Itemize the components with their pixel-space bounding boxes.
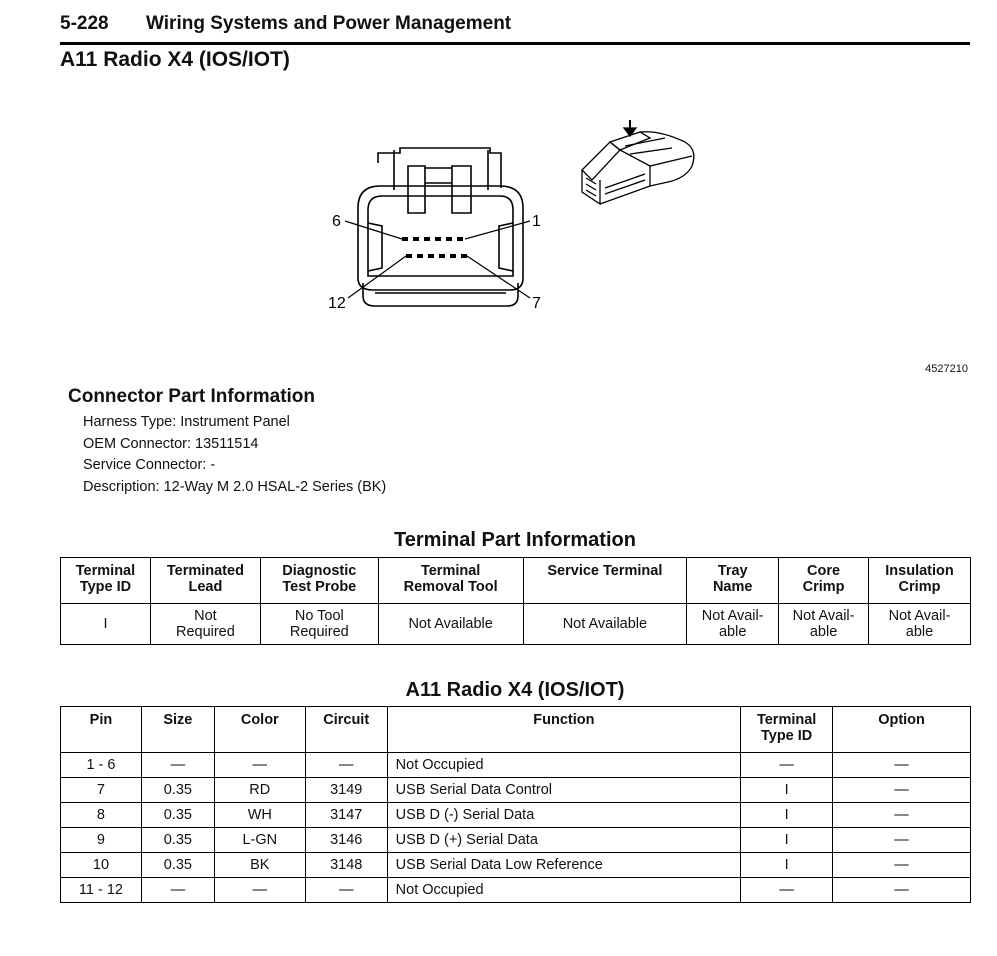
pin-table-header-row <box>61 707 971 753</box>
table-cell: I <box>741 778 833 803</box>
table-row <box>61 753 971 778</box>
table-cell <box>61 604 151 645</box>
table-row <box>61 803 971 828</box>
table-cell: USB Serial Data Control <box>387 778 740 803</box>
table-cell <box>150 604 260 645</box>
page-header <box>60 12 970 45</box>
table-cell: Not Occupied <box>387 878 740 903</box>
column-header-text: Removal Tool <box>403 579 498 595</box>
table-cell-text: Required <box>289 624 349 640</box>
table-cell: 0.35 <box>141 803 214 828</box>
table-cell: I <box>741 803 833 828</box>
table-cell <box>260 604 378 645</box>
pin-table-heading: A11 Radio X4 (IOS/IOT) <box>405 679 625 701</box>
table-cell: USB D (+) Serial Data <box>387 828 740 853</box>
column-header <box>150 558 260 604</box>
table-cell: RD <box>214 778 305 803</box>
table-cell-text: Not Avail- <box>701 608 764 624</box>
column-header-text: Circuit <box>323 712 370 728</box>
table-cell: 0.35 <box>141 828 214 853</box>
column-header-text: Pin <box>89 712 113 728</box>
table-row <box>61 828 971 853</box>
column-header <box>833 707 971 753</box>
column-header <box>61 558 151 604</box>
table-cell: I <box>741 853 833 878</box>
column-header-text: Crimp <box>898 579 941 595</box>
column-header-text: Terminal <box>756 712 817 728</box>
column-header-text: Diagnostic <box>282 563 357 579</box>
table-cell <box>779 604 869 645</box>
connector-description: Description: 12-Way M 2.0 HSAL-2 Series (BK) <box>83 479 387 496</box>
table-cell: 3148 <box>305 853 387 878</box>
column-header <box>741 707 833 753</box>
column-header-text: Type ID <box>760 728 813 744</box>
table-cell: 7 <box>61 778 142 803</box>
column-header-text: Option <box>878 712 925 728</box>
service-connector: Service Connector: - <box>83 457 216 474</box>
column-header-text: Type ID <box>79 579 132 595</box>
table-cell-text: Not <box>194 608 217 624</box>
column-header <box>214 707 305 753</box>
table-cell: 3146 <box>305 828 387 853</box>
table-cell-text: No Tool <box>294 608 344 624</box>
table-cell-text: able <box>718 624 747 640</box>
table-cell: — <box>305 878 387 903</box>
connector-info-heading: Connector Part Information <box>68 386 316 407</box>
column-header-text: Terminal <box>420 563 481 579</box>
table-cell: — <box>214 753 305 778</box>
pin-table <box>60 706 971 903</box>
column-header <box>305 707 387 753</box>
table-cell: — <box>833 878 971 903</box>
column-header <box>523 558 687 604</box>
table-cell-text: Not Avail- <box>792 608 855 624</box>
terminal-info-header-row <box>61 558 971 604</box>
table-cell: — <box>833 853 971 878</box>
table-cell <box>869 604 971 645</box>
table-cell <box>523 604 687 645</box>
column-header-text: Function <box>533 712 595 728</box>
pin-label-6: 6 <box>332 213 341 230</box>
column-header <box>61 707 142 753</box>
column-header-text: Service Terminal <box>547 563 663 579</box>
column-header-text: Name <box>712 579 753 595</box>
table-cell: BK <box>214 853 305 878</box>
table-cell: WH <box>214 803 305 828</box>
connector-drawing <box>320 108 720 318</box>
table-cell <box>378 604 523 645</box>
table-cell: — <box>305 753 387 778</box>
terminal-info-table <box>60 557 971 645</box>
page-title: A11 Radio X4 (IOS/IOT) <box>60 48 290 71</box>
pin-label-7: 7 <box>532 295 541 312</box>
table-cell: — <box>833 778 971 803</box>
pin-label-1: 1 <box>532 213 541 230</box>
column-header <box>387 707 740 753</box>
table-cell: L-GN <box>214 828 305 853</box>
table-cell-text: Not Available <box>408 616 493 632</box>
table-cell: — <box>214 878 305 903</box>
connector-isometric-view <box>582 120 694 204</box>
column-header-text: Core <box>807 563 841 579</box>
terminal-info-heading: Terminal Part Information <box>394 529 636 551</box>
connector-info-lines <box>83 412 386 499</box>
table-cell: 1 - 6 <box>61 753 142 778</box>
table-cell: — <box>833 803 971 828</box>
column-header-text: Crimp <box>802 579 845 595</box>
table-cell: Not Occupied <box>387 753 740 778</box>
column-header-text: Tray <box>717 563 748 579</box>
table-cell-text: Required <box>175 624 235 640</box>
table-row <box>61 604 971 645</box>
page-number: 5-228 <box>60 13 109 34</box>
pin-label-12: 12 <box>328 295 346 312</box>
table-cell: 3147 <box>305 803 387 828</box>
table-cell: 10 <box>61 853 142 878</box>
column-header-text: Test Probe <box>282 579 357 595</box>
oem-connector: OEM Connector: 13511514 <box>83 435 259 452</box>
column-header <box>779 558 869 604</box>
table-cell: — <box>741 753 833 778</box>
table-cell: 8 <box>61 803 142 828</box>
column-header <box>687 558 779 604</box>
column-header <box>141 707 214 753</box>
table-cell: — <box>833 753 971 778</box>
table-cell: — <box>833 828 971 853</box>
column-header-text: Color <box>240 712 279 728</box>
column-header-text: Insulation <box>885 563 954 579</box>
table-cell-text: able <box>905 624 934 640</box>
table-cell: — <box>141 753 214 778</box>
column-header <box>378 558 523 604</box>
figure-id: 4527210 <box>925 363 968 375</box>
table-cell: 0.35 <box>141 778 214 803</box>
column-header-text: Lead <box>188 579 223 595</box>
table-cell: 9 <box>61 828 142 853</box>
table-cell-text: Not Avail- <box>888 608 951 624</box>
column-header <box>869 558 971 604</box>
harness-type: Harness Type: Instrument Panel <box>83 414 290 430</box>
table-cell: I <box>741 828 833 853</box>
column-header <box>260 558 378 604</box>
column-header-text: Terminal <box>75 563 136 579</box>
connector-face-diagram <box>320 108 720 318</box>
table-cell-text: Not Available <box>562 616 648 632</box>
table-cell-text: I <box>103 616 108 632</box>
table-cell-text: able <box>809 624 838 640</box>
table-cell: 11 - 12 <box>61 878 142 903</box>
section-title: Wiring Systems and Power Management <box>146 13 512 34</box>
table-cell: USB Serial Data Low Reference <box>387 853 740 878</box>
column-header-text: Terminated <box>166 563 244 579</box>
table-cell: — <box>141 878 214 903</box>
table-row <box>61 778 971 803</box>
table-row <box>61 853 971 878</box>
table-cell: USB D (-) Serial Data <box>387 803 740 828</box>
column-header-text: Size <box>163 712 193 728</box>
table-cell: 0.35 <box>141 853 214 878</box>
table-row <box>61 878 971 903</box>
table-cell: 3149 <box>305 778 387 803</box>
table-cell <box>687 604 779 645</box>
table-cell: — <box>741 878 833 903</box>
